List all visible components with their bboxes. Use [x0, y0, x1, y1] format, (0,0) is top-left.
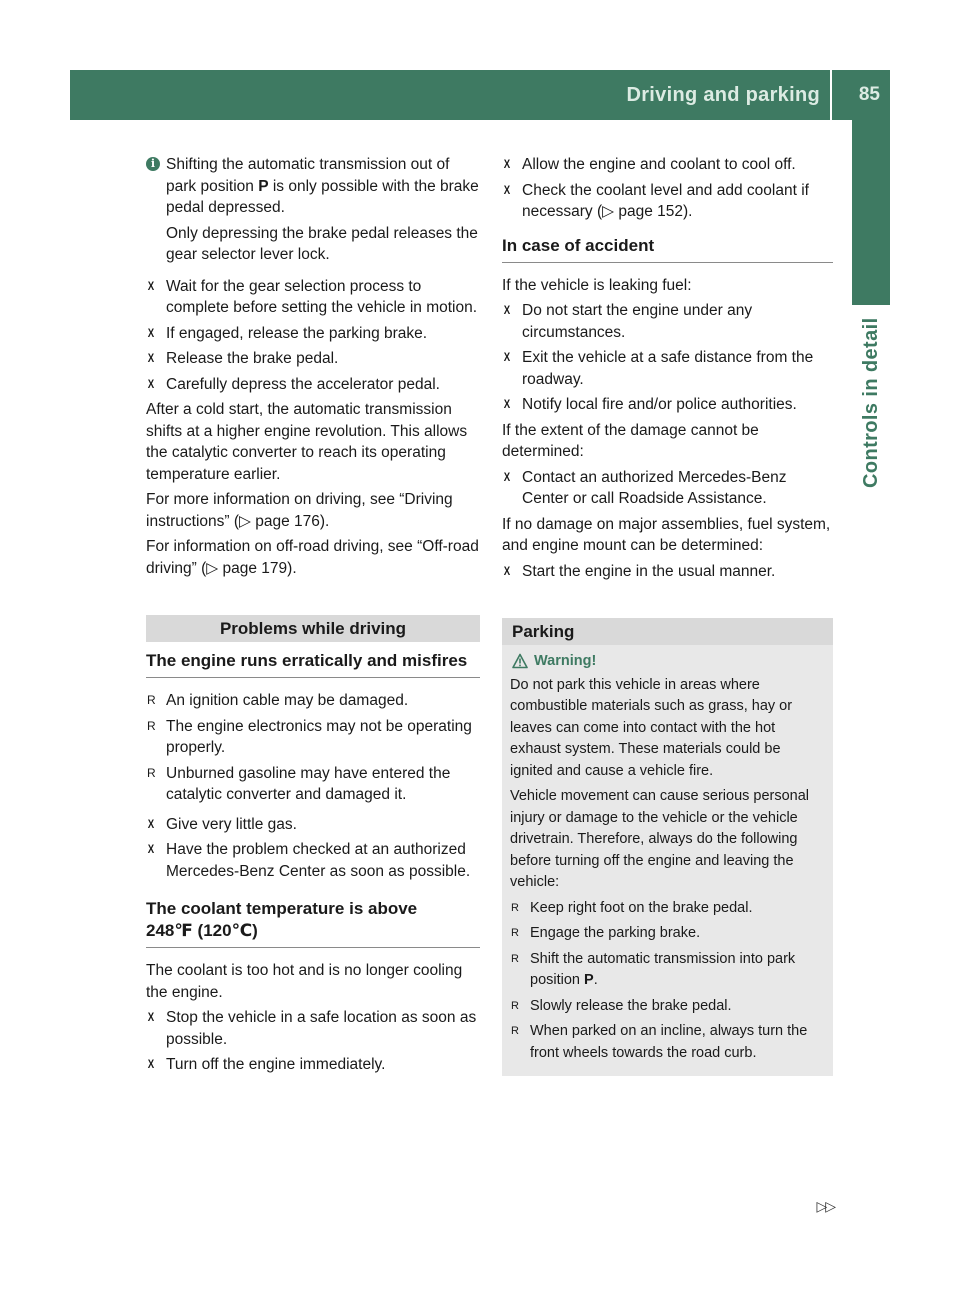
- bullet-item: R When parked on an incline, always turn the front wheels towards the road curb.: [510, 1021, 825, 1064]
- instruction-step: X Turn off the engine immediately.: [146, 1054, 480, 1076]
- instruction-step: X Contact an authorized Mercedes-Benz Center or call Roadside Assistance.: [502, 467, 833, 510]
- instruction-step: X Release the brake pedal.: [146, 348, 480, 370]
- subsection-heading: In case of accident: [502, 235, 833, 263]
- info-text-2: Only depressing the brake pedal releases the gear selector lever lock.: [166, 224, 478, 263]
- subsection-heading: The engine runs erratically and misfires: [146, 650, 480, 678]
- paragraph: For more information on driving, see “Driving instructions” (▷ page 176).: [146, 491, 453, 530]
- continue-arrow-icon: ▷▷: [816, 1198, 834, 1214]
- bullet-item: R Keep right foot on the brake pedal.: [510, 898, 825, 920]
- warning-paragraph: Do not park this vehicle in areas where combustible materials such as grass, hay or leaves can come into contact with the hot exhaust system. These materials could be ignited and cause a vehicle fire.: [510, 676, 793, 779]
- header-divider: [830, 70, 832, 120]
- paragraph: The coolant is too hot and is no longer cooling the engine.: [146, 962, 463, 1001]
- paragraph: After a cold start, the automatic transmission shifts at a higher engine revolution. This allows the catalytic converter to reach its operating temperature earlier.: [146, 401, 468, 483]
- bullet-item: R An ignition cable may be damaged.: [146, 690, 480, 712]
- section-heading: Problems while driving: [146, 615, 480, 642]
- chapter-label: Controls in detail: [860, 317, 882, 488]
- instruction-step: X Start the engine in the usual manner.: [502, 561, 833, 583]
- paragraph: For information on off-road driving, see “Off-road driving” (▷ page 179).: [146, 538, 479, 577]
- page-title: Driving and parking: [626, 84, 820, 106]
- bullet-item: R Unburned gasoline may have entered the catalytic converter and damaged it.: [146, 763, 480, 806]
- info-text: Shifting the automatic transmission out of park position P is only possible with the brake pedal depressed.: [166, 156, 479, 216]
- instruction-step: X Allow the engine and coolant to cool off.: [502, 154, 833, 176]
- chapter-tab: [852, 120, 890, 305]
- bullet-item: R Engage the parking brake.: [510, 923, 825, 945]
- instruction-step: X Carefully depress the accelerator pedal.: [146, 374, 480, 396]
- instruction-step: X Have the problem checked at an authorized Mercedes-Benz Center as soon as possible.: [146, 839, 480, 882]
- section-heading: Parking: [502, 618, 833, 645]
- paragraph: If no damage on major assemblies, fuel system, and engine mount can be determined:: [502, 515, 831, 554]
- instruction-step: X Wait for the gear selection process to complete before setting the vehicle in motion.: [146, 276, 480, 319]
- info-note: [146, 154, 480, 266]
- paragraph: If the vehicle is leaking fuel:: [502, 276, 692, 294]
- instruction-step: X Notify local fire and/or police authorities.: [502, 394, 833, 416]
- bullet-item: R The engine electronics may not be operating properly.: [146, 716, 480, 759]
- instruction-step: X Give very little gas.: [146, 814, 480, 836]
- left-column: [146, 154, 480, 1080]
- warning-title: Warning!: [510, 651, 825, 673]
- instruction-step: X Exit the vehicle at a safe distance from the roadway.: [502, 347, 833, 390]
- warning-triangle-icon: [512, 653, 528, 669]
- instruction-step: X Check the coolant level and add coolant if necessary (▷ page 152).: [502, 180, 833, 223]
- subsection-heading: The coolant temperature is above 248℉ (120℃): [146, 898, 480, 948]
- page-number: 85: [858, 84, 880, 105]
- right-column: [502, 154, 833, 1076]
- warning-box: [502, 645, 833, 1076]
- paragraph: If the extent of the damage cannot be determined:: [502, 421, 759, 460]
- header-bar: [70, 70, 890, 120]
- instruction-step: X If engaged, release the parking brake.: [146, 323, 480, 345]
- instruction-step: X Do not start the engine under any circumstances.: [502, 300, 833, 343]
- instruction-step: X Stop the vehicle in a safe location as soon as possible.: [146, 1007, 480, 1050]
- bullet-item: R Shift the automatic transmission into park position P.: [510, 949, 825, 992]
- bullet-item: R Slowly release the brake pedal.: [510, 996, 825, 1018]
- info-icon: i: [146, 157, 160, 171]
- warning-paragraph: Vehicle movement can cause serious personal injury or damage to the vehicle or the vehicle drivetrain. Therefore, always do the following before turning off the engine and leaving the vehicle:: [510, 788, 810, 890]
